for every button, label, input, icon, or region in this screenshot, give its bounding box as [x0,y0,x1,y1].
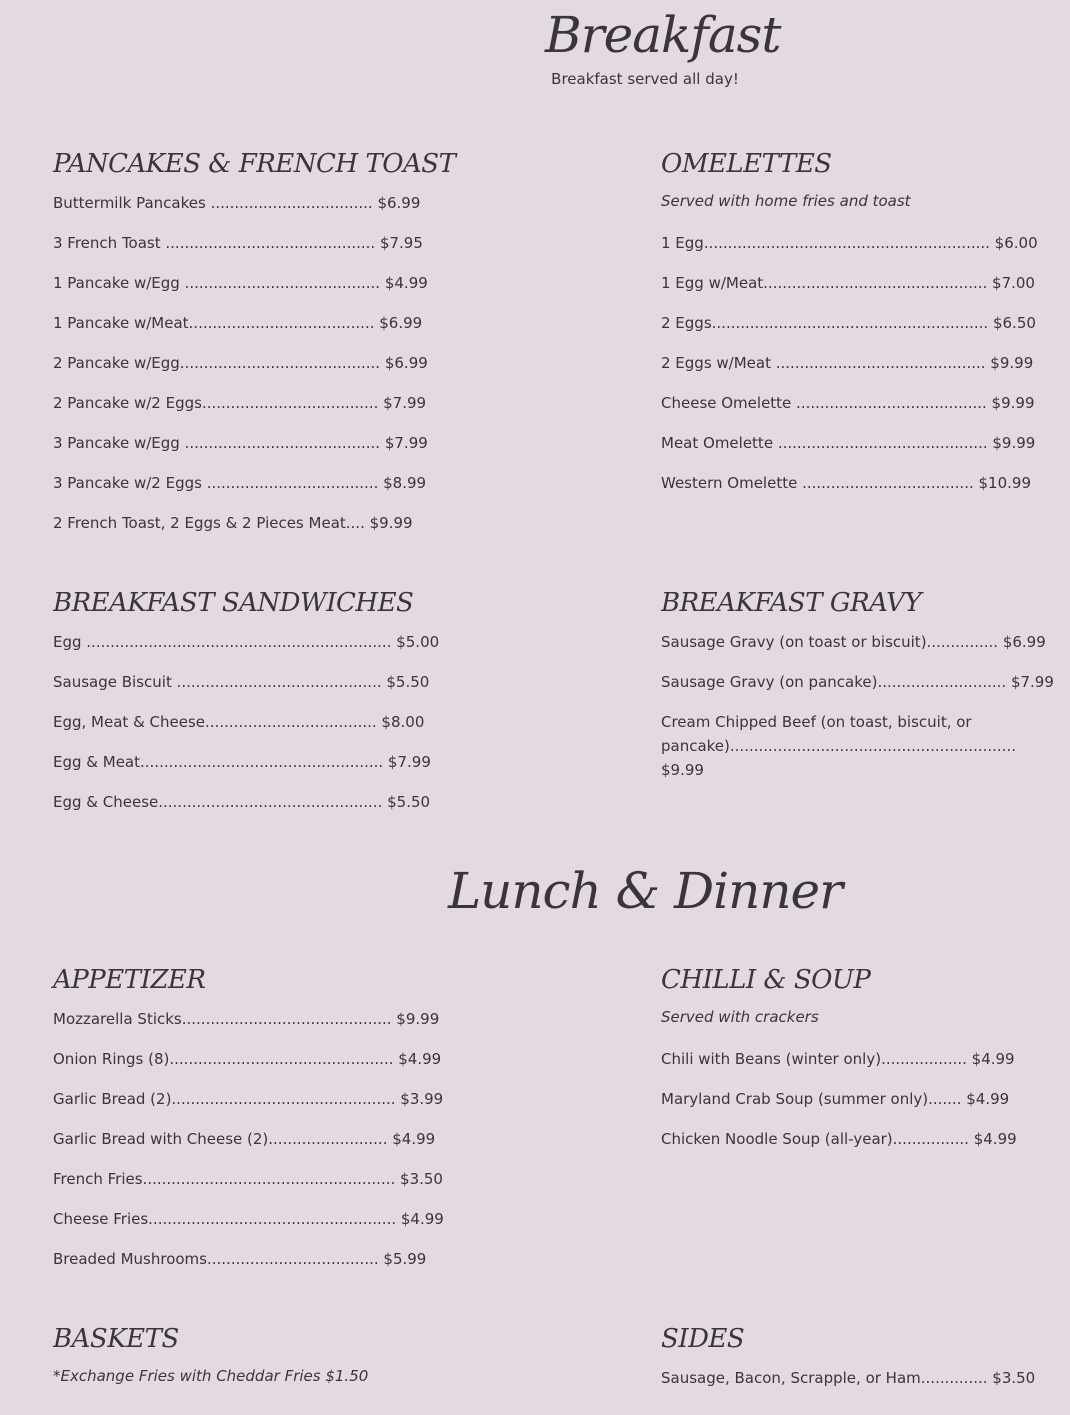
menu-item: Sausage Gravy (on pancake)........................... $7.99 [661,673,1054,691]
menu-item: Egg & Cheese............................................... $5.50 [53,793,431,811]
menu-item: 2 Pancake w/Egg.......................................... $6.99 [53,354,428,372]
menu-item: 2 Eggs.......................................................... $6.50 [661,314,1036,332]
menu-item: Sausage Biscuit ........................................... $5.50 [53,673,430,691]
menu-item: Sausage Gravy (on toast or biscuit)............... $6.99 [661,633,1046,651]
menu-item: Maryland Crab Soup (summer only)....... $4.99 [661,1090,1010,1108]
sandwiches-list [53,630,439,814]
menu-item: Chili with Beans (winter only).................. $4.99 [661,1050,1015,1068]
chilli-soup-list [661,1047,1017,1151]
baskets-section [53,1322,368,1386]
baskets-note: *Exchange Fries with Cheddar Fries $1.50 [53,1367,369,1385]
menu-item: Buttermilk Pancakes .................................. $6.99 [53,194,421,212]
menu-item: 1 Pancake w/Egg ......................................... $4.99 [53,274,428,292]
pancakes-section [53,147,455,551]
sides-heading: SIDES [661,1324,745,1354]
chilli-soup-section [661,963,1017,1167]
appetizer-section [53,963,444,1287]
menu-item: 1 Egg............................................................ $6.00 [661,234,1038,252]
menu-item: 1 Pancake w/Meat....................................... $6.99 [53,314,423,332]
menu-item: 2 Pancake w/2 Eggs..................................... $7.99 [53,394,427,412]
appetizer-heading: APPETIZER [53,965,206,995]
omelettes-heading: OMELETTES [661,149,832,179]
gravy-heading: BREAKFAST GRAVY [661,588,922,618]
menu-item: Cheese Fries.................................................... $4.99 [53,1210,444,1228]
lunch-dinner-title: Lunch & Dinner [447,862,843,920]
omelettes-note: Served with home fries and toast [661,192,911,210]
appetizer-list [53,1007,444,1271]
baskets-heading: BASKETS [53,1324,179,1354]
sides-list [661,1366,1035,1390]
omelettes-section [661,147,1038,511]
menu-item: 3 Pancake w/Egg ......................................... $7.99 [53,434,428,452]
menu-item: Egg ................................................................ $5.00 [53,633,440,651]
sandwiches-heading: BREAKFAST SANDWICHES [53,588,414,618]
menu-item: French Fries..................................................... $3.50 [53,1170,443,1188]
menu-item: Cream Chipped Beef (on toast, biscuit, or pancake)............................................................ $9.99 [661,713,1016,779]
menu-item: Chicken Noodle Soup (all-year)................ $4.99 [661,1130,1017,1148]
menu-item: 3 Pancake w/2 Eggs .................................... $8.99 [53,474,427,492]
menu-item: 2 French Toast, 2 Eggs & 2 Pieces Meat.... $9.99 [53,514,413,532]
menu-item: 3 French Toast ............................................ $7.95 [53,234,423,252]
pancakes-list [53,191,455,535]
menu-item: Sausage, Bacon, Scrapple, or Ham.............. $3.50 [661,1369,1036,1387]
sandwiches-section [53,586,439,830]
menu-item: Mozzarella Sticks............................................ $9.99 [53,1010,440,1028]
menu-item: Egg, Meat & Cheese.................................... $8.00 [53,713,425,731]
menu-item: Meat Omelette ............................................ $9.99 [661,434,1036,452]
menu-item: Breaded Mushrooms.................................... $5.99 [53,1250,427,1268]
breakfast-title: Breakfast [545,6,781,64]
menu-item: Garlic Bread (2)............................................... $3.99 [53,1090,444,1108]
menu-item: Western Omelette .................................... $10.99 [661,474,1031,492]
menu-item: Onion Rings (8)............................................... $4.99 [53,1050,442,1068]
menu-item: Garlic Bread with Cheese (2)......................... $4.99 [53,1130,436,1148]
menu-item: 1 Egg w/Meat............................................... $7.00 [661,274,1035,292]
breakfast-subtitle: Breakfast served all day! [551,70,739,88]
menu-item: Egg & Meat................................................... $7.99 [53,753,431,771]
gravy-list [661,630,1054,782]
chilli-soup-heading: CHILLI & SOUP [661,965,871,995]
omelettes-list [661,231,1038,495]
menu-item: 2 Eggs w/Meat ............................................ $9.99 [661,354,1034,372]
sides-section [661,1322,1035,1406]
chilli-soup-note: Served with crackers [661,1008,819,1026]
pancakes-heading: PANCAKES & FRENCH TOAST [53,149,456,179]
gravy-section [661,586,1054,798]
menu-item: Cheese Omelette ........................................ $9.99 [661,394,1035,412]
